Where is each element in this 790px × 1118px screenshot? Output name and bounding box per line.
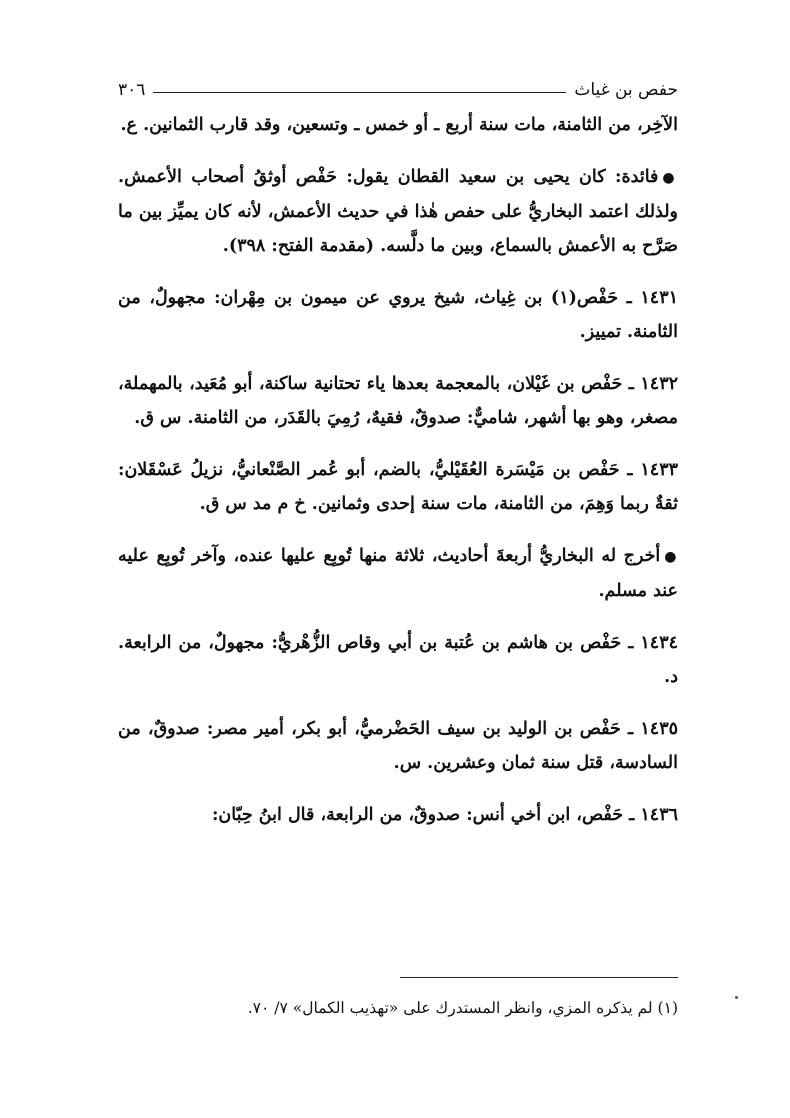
paragraph-text: الآخِر، من الثامنة، مات سنة أربع ـ أو خمس ـ وتسعين، وقد قارب الثمانين. ع. [120, 115, 678, 135]
entry-1432 [118, 367, 678, 435]
scan-speck [735, 996, 738, 999]
page-body [118, 108, 678, 850]
entry-text: ١٤٣٣ ـ حَفْص بن مَيْسَرة العُقَيْليُّ، بالضم، أبو عُمر الصَّنْعانيُّ، نزيلُ عَسْقَلان: ثقةٌ ربما وَهِمَ، من الثامنة، مات سنة إحدى وثمانين. خ م مد س ق. [118, 460, 678, 514]
running-title: حفص بن غياث [574, 80, 678, 100]
paragraph-note-1 [118, 160, 678, 263]
paragraph-note-2 [118, 539, 678, 608]
header-rule [153, 92, 566, 93]
entry-text: ١٤٣٢ ـ حَفْص بن غَيْلان، بالمعجمة بعدها ياء تحتانية ساكنة، أبو مُعَيد، بالمهملة، مصغر، وهو بها أشهر، شاميٌّ: صدوقٌ، فقيهٌ، رُمِيَ بالقَدَر، من الثامنة. س ق. [118, 374, 678, 428]
footnote-rule [400, 977, 678, 978]
paragraph-continuation [118, 108, 678, 142]
entry-text: ١٤٣٥ ـ حَفْص بن الوليد بن سيف الحَضْرميُّ، أبو بكر، أمير مصر: صدوقٌ، من السادسة، قتل سنة ثمان وعشرين. س. [118, 719, 678, 773]
paragraph-text: أخرج له البخاريُّ أربعةَ أحاديث، ثلاثة منها تُوبِع عليها عنده، وآخر تُوبِع عليه عند مسلم. [118, 546, 678, 601]
page-header [118, 78, 678, 102]
footnote: (١) لم يذكره المزي، وانظر المستدرك على «تهذيب الكمال» ٧/ ٧٠. [247, 999, 678, 1017]
entry-1434 [118, 626, 678, 694]
entry-text: ١٤٣١ ـ حَفْص(١) بن غِياث، شيخ يروي عن ميمون بن مِهْران: مجهولٌ، من الثامنة. تمييز. [118, 288, 678, 342]
paragraph-text: فائدة: كان يحيى بن سعيد القطان يقول: حَفْص أوثقُ أصحاب الأعمش. ولذلك اعتمد البخاريُّ على حفص هٰذا في حديث الأعمش، لأنه كان يميِّز بين ما صَرَّح به الأعمش بالسماع، وبين ما دلَّسه. (مقدمة الفتح: ٣٩٨). [118, 167, 678, 256]
page-number: ٣٠٦ [118, 80, 146, 100]
bullet-icon: ● [664, 549, 679, 565]
bullet-icon: ● [662, 170, 678, 186]
entry-1433 [118, 453, 678, 521]
entry-1435 [118, 712, 678, 780]
entry-1431 [118, 281, 678, 349]
entry-text: ١٤٣٦ ـ حَفْص، ابن أخي أنس: صدوقٌ، من الرابعة، قال ابنُ حِبّان: [211, 805, 678, 825]
entry-text: ١٤٣٤ ـ حَفْص بن هاشم بن عُتبة بن أبي وقاص الزُّهْريُّ: مجهولٌ، من الرابعة. د. [118, 633, 678, 687]
entry-1436 [118, 798, 678, 832]
